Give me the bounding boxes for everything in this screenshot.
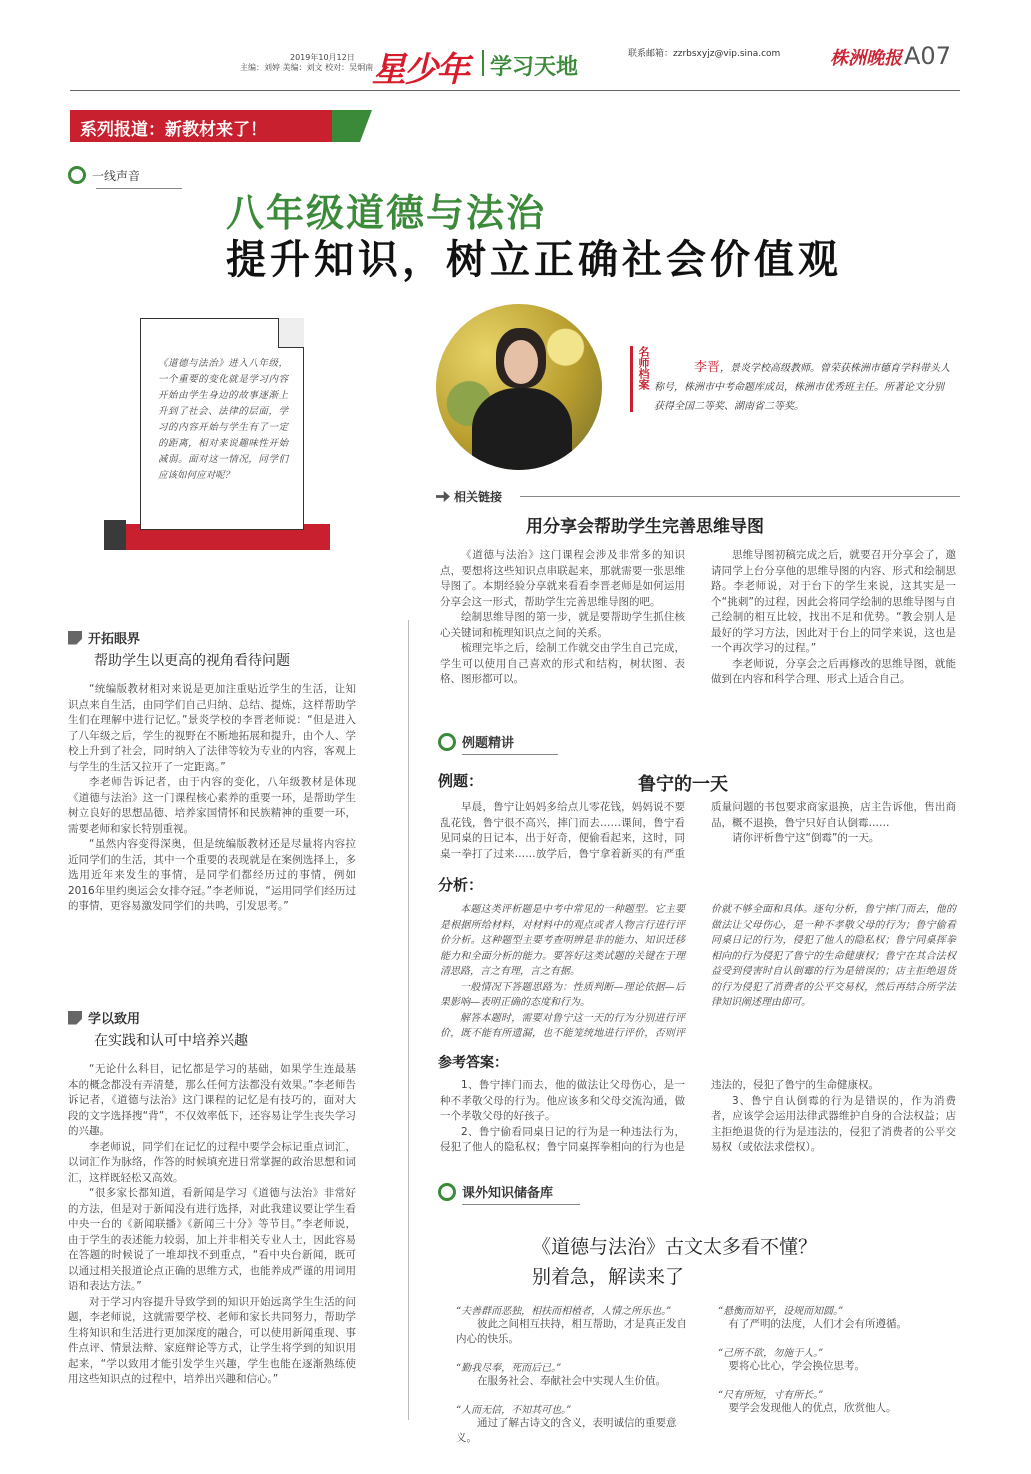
related-title: 用分享会帮助学生完善思维导图: [526, 517, 764, 537]
quote-text: “尺有所短，寸有所长。”: [718, 1390, 824, 1401]
extra-label: [438, 1182, 553, 1201]
analysis-body: [440, 902, 956, 1042]
horizon-body: [68, 682, 356, 915]
answer-p3: 3、鲁宁自认倒霉的行为是错误的，作为消费者，应该学会运用法律武器维护自身的合法权益；店主拒绝退货的行为是违法的，侵犯了消费者的公平交易权（或依法求偿权）。: [711, 1094, 956, 1153]
quote-item: [456, 1302, 696, 1347]
teacher-photo: [436, 304, 602, 470]
section-icon: [68, 1011, 82, 1025]
horizon-label: [68, 628, 140, 647]
circle-icon: [438, 1183, 456, 1201]
arrow-icon: [436, 490, 450, 504]
series-banner: [70, 110, 360, 142]
answer-p1: 1、鲁宁摔门而去，他的做法让父母伤心，是一种不孝敬父母的行为。他应该多和父母交流沟通，做一个孝敬父母的好孩子。: [440, 1079, 685, 1122]
analysis-p2: 一般情况下答题思路为：性质判断—理论依据—后果影响—表明正确的态度和行为。: [440, 981, 685, 1008]
apply-label: [68, 1008, 140, 1027]
apply-p2: 李老师说，同学们在记忆的过程中要学会标记重点词汇，以词汇作为脉络，作答的时候填充进日常掌握的政治思想和词汇，这样既轻松又高效。: [68, 1140, 356, 1184]
apply-body: [68, 1062, 356, 1388]
section-icon: [68, 631, 82, 645]
note-fold: [278, 318, 304, 348]
brand-divider: [482, 50, 484, 76]
quote-explain: 通过了解古诗文的含义，表明诚信的重要意义。: [456, 1417, 677, 1444]
header-rule: [70, 90, 960, 91]
apply-p4: 对于学习内容提升导致学到的知识开始远离学生生活的问题，李老师说，这就需要学校、老师和家长共同努力，帮助学生将知识和生活进行更加深度的融合，可以使用新闻重现、事件点评、情景法辩、家庭辩论等方式，让学生将学到的知识用起来，“学以致用才能引发学生兴趣，学生也能在逐渐熟练使用这些知识点的过程中，培养出兴趣和信心。”: [68, 1295, 356, 1385]
extra-title-2: 别着急，解读来了: [532, 1266, 685, 1288]
related-p2: 绘制思维导图的第一步，就是要帮助学生抓住核心关键词和梳理知识点之间的关系。: [440, 611, 685, 639]
quote-text: “夫善群而恶独，相扶而相植者，人情之所乐也。”: [456, 1306, 672, 1317]
quote-text: “人而无信，不知其可也。”: [456, 1405, 572, 1416]
quote-item: [718, 1302, 958, 1332]
extra-left-col: [456, 1302, 696, 1458]
circle-icon: [438, 733, 456, 751]
apply-subtitle: 在实践和认可中培养兴趣: [94, 1033, 248, 1049]
headline-line1: 八年级道德与法治: [226, 191, 547, 235]
example-rule: [462, 754, 558, 755]
frontline-label: [68, 166, 140, 184]
analysis-label: 分析：: [438, 876, 484, 894]
related-rule: [520, 496, 960, 497]
related-p1: 《道德与法治》这门课程会涉及非常多的知识点，要想将这些知识点串联起来，那就需要一张思维导图了。本期经验分享就来看看李晋老师是如何运用分享会这一形式，帮助学生完善思维导图的吧。: [440, 549, 685, 608]
analysis-p1: 本题这类评析题是中考中常见的一种题型。它主要是根据所给材料，对材料中的观点或者人物言行进行评价分析。这种题型主要考查明辨是非的能力、知识迁移能力和全面分析的能力。要答好这类试题的关键在于理清思路，言之有理，言之有据。: [440, 904, 685, 977]
answer-p2: 2、鲁宁偷看同桌日记的行为是一种违法行为，侵犯了他人的隐私权；鲁宁同桌挥拳相向的行为也是违法的，侵犯了鲁宁的生命健康权。: [440, 1079, 879, 1153]
analysis-p3: 解答本题时，需要对鲁宁这一天的行为分别进行评价，既不能有所遗漏，也不能笼统地进行评价，否则评价就不够全面和具体。逐句分析，鲁宁摔门而去，他的做法让父母伤心，是一种不孝敬父母的行为；鲁宁偷看同桌日记的行为，侵犯了他人的隐私权；鲁宁同桌挥拳相向的行为侵犯了鲁宁的生命健康权；鲁宁在其合法权益受到侵害时自认倒霉的行为是错误的；店主拒绝退货的行为侵犯了消费者的公平交易权，然后再结合所学法律知识阐述理由即可。: [440, 904, 956, 1039]
related-label-text: 相关链接: [454, 490, 503, 504]
related-p4: 思维导图初稿完成之后，就要召开分享会了，邀请同学上台分享他的思维导图的内容、形式和绘制思路。李老师说，对于台下的学生来说，这其实是一个“挑刺”的过程，因此会将同学绘制的思维导图与自己绘制的相互比较，找出不足和优势。“教会别人是最好的学习方法，因此对于台上的同学来说，这也是一个再次学习的过程。”: [711, 549, 956, 654]
related-p5: 李老师说，分享会之后再修改的思维导图，就能做到在内容和科学合理、形式上适合自己。: [711, 657, 956, 685]
frontline-rule: [96, 188, 182, 189]
apply-p1: “无论什么科目，记忆都是学习的基础，如果学生连最基本的概念都没有弄清楚，那么任何方法都没有效果。”李老师告诉记者，《道德与法治》这门课程的记忆是有技巧的，面对大段的文字选择搜“背”，不仅效率低下，还容易让学生丧失学习的兴趣。: [68, 1063, 356, 1137]
person-body: [472, 388, 572, 470]
contact-email: 联系邮箱：zzrbsxyjz@vip.sina.com: [628, 49, 781, 59]
profile-text: [654, 358, 950, 416]
column-divider: [408, 620, 409, 1420]
headline-line2: 提升知识，树立正确社会价值观: [226, 236, 842, 283]
example-label: [438, 732, 514, 751]
note-book-spine: [104, 520, 126, 550]
series-banner-text: 系列报道：新教材来了！: [80, 120, 267, 140]
example-q-label: 例题：: [438, 772, 484, 790]
paper-name: 株洲晚报: [830, 48, 902, 69]
related-body: [440, 548, 956, 708]
circle-icon: [68, 166, 86, 184]
page-number: A07: [904, 42, 951, 70]
horizon-subtitle: 帮助学生以更高的视角看待问题: [94, 653, 290, 669]
answer-label: 参考答案：: [438, 1055, 508, 1071]
quote-item: [456, 1401, 696, 1446]
quote-text: “勤我尽奉，死而后已。”: [456, 1363, 562, 1374]
extra-label-text: 课外知识储备库: [462, 1186, 554, 1201]
person-face: [504, 340, 538, 384]
horizon-label-text: 开拓眼界: [88, 632, 141, 647]
intro-note: [104, 318, 330, 550]
example-title: 鲁宁的一天: [638, 774, 728, 795]
quote-explain: 在服务社会、奉献社会中实现人生价值。: [477, 1375, 666, 1387]
note-text: 《道德与法治》进入八年级，一个重要的变化就是学习内容开始由学生身边的故事逐渐上升到了社会、法律的层面，学习的内容开始与学生有了一定的距离，相对来说趣味性开始减弱。面对这一情况，同学们应该如何应对呢？: [158, 358, 288, 481]
apply-label-text: 学以致用: [88, 1012, 141, 1027]
header-editors: 主编：刘婷 美编：刘文 校对：吴炯南: [240, 63, 374, 72]
quote-explain: 要学会发现他人的优点，欣赏他人。: [728, 1402, 897, 1414]
quote-explain: 有了严明的法度，人们才会有所遵循。: [728, 1318, 907, 1330]
answer-body: [440, 1078, 956, 1162]
profile-name: 李晋: [694, 360, 721, 375]
quote-item: [718, 1344, 958, 1374]
quote-item: [456, 1359, 696, 1389]
quote-item: [718, 1386, 958, 1416]
related-label: [436, 488, 502, 505]
example-story-p2: 请你评析鲁宁这“倒霉”的一天。: [732, 832, 880, 844]
quote-explain: 要将心比心，学会换位思考。: [728, 1360, 865, 1372]
section-title: 学习天地: [490, 55, 579, 80]
quote-explain: 彼此之间相互扶持，相互帮助，才是真正发自内心的快乐。: [456, 1318, 687, 1345]
extra-rule: [462, 1204, 580, 1205]
profile-label: 名师档案: [637, 346, 650, 390]
extra-title-1: 《道德与法治》古文太多看不懂？: [532, 1236, 818, 1258]
quote-text: “己所不欲，勿施于人。”: [718, 1348, 824, 1359]
horizon-p3: “虽然内容变得深奥，但是统编版教材还是尽量将内容拉近同学们的生活，其中一个重要的表现就是在案例选择上，多选用近年来发生的事情，是同学们都经历过的事情，例如2016年里约奥运会女排夺冠。”李老师说，“运用同学们经历过的事情，更容易激发同学们的共鸣，引发思考。”: [68, 838, 356, 912]
header-date: 2019年10月12日: [290, 53, 355, 62]
apply-p3: “很多家长都知道，看新闻是学习《道德与法治》非常好的方法，但是对于新闻没有进行选择，对此我建议要让学生看中央一台的《新闻联播》《新闻三十分》等节目。”李老师说，由于学生的表述能力较弱，加上并非相关专业人士，因此容易在答题的时候说了一堆却找不到重点，“看中央台新闻，既可以通过相关报道论点正确的思维方式，也能养成严谨的用词用语和表达方法。”: [68, 1187, 356, 1292]
quote-text: “悬衡而知平，设规而知圆。”: [718, 1306, 844, 1317]
extra-right-col: [718, 1302, 958, 1428]
example-story: [440, 800, 956, 864]
related-p3: 梳理完毕之后，绘制工作就交由学生自己完成，学生可以使用自己喜欢的形式和结构，树状图、表格、图形都可以。: [440, 642, 685, 685]
profile-label-box: [630, 346, 651, 412]
example-label-text: 例题精讲: [462, 736, 515, 751]
example-story-p1: 早晨，鲁宁让妈妈多给点儿零花钱，妈妈说不要乱花钱，鲁宁很不高兴，摔门而去……课间，鲁宁看见同桌的日记本，出于好奇，便偷看起来，这时，同桌一拳打了过来……放学后，鲁宁拿着新买的有严重质量问题的书包要求商家退换，店主告诉他，售出商品，概不退换，鲁宁只好自认倒霉……: [440, 801, 956, 860]
horizon-p2: 李老师告诉记者，由于内容的变化，八年级教材是体现《道德与法治》这一门课程核心素养的重要一环，是帮助学生树立良好的思想品德、培养家国情怀和民族精神的重要一环，需要老师和家长特别重视。: [68, 776, 356, 835]
frontline-label-text: 一线声音: [92, 168, 141, 183]
profile-bio: ，景炎学校高级教师。曾荣获株洲市德育学科带头人称号，株洲市中考命题库成员，株洲市优秀班主任。所著论文分别获得全国二等奖、湖南省二等奖。: [654, 363, 951, 412]
brand-logo: 星少年: [372, 50, 468, 90]
horizon-p1: “统编版教材相对来说是更加注重贴近学生的生活，让知识点来自生活，由同学们自己归纳、总结、提炼，这样帮助学生们在理解中进行记忆。”景炎学校的李晋老师说：“但是进入了八年级之后，学生的视野在不断地拓展和提升，由个人、学校上升到了社会，同时纳入了法律等较为专业的内容，客观上与学生的生活又拉开了一定距离。”: [68, 683, 356, 773]
